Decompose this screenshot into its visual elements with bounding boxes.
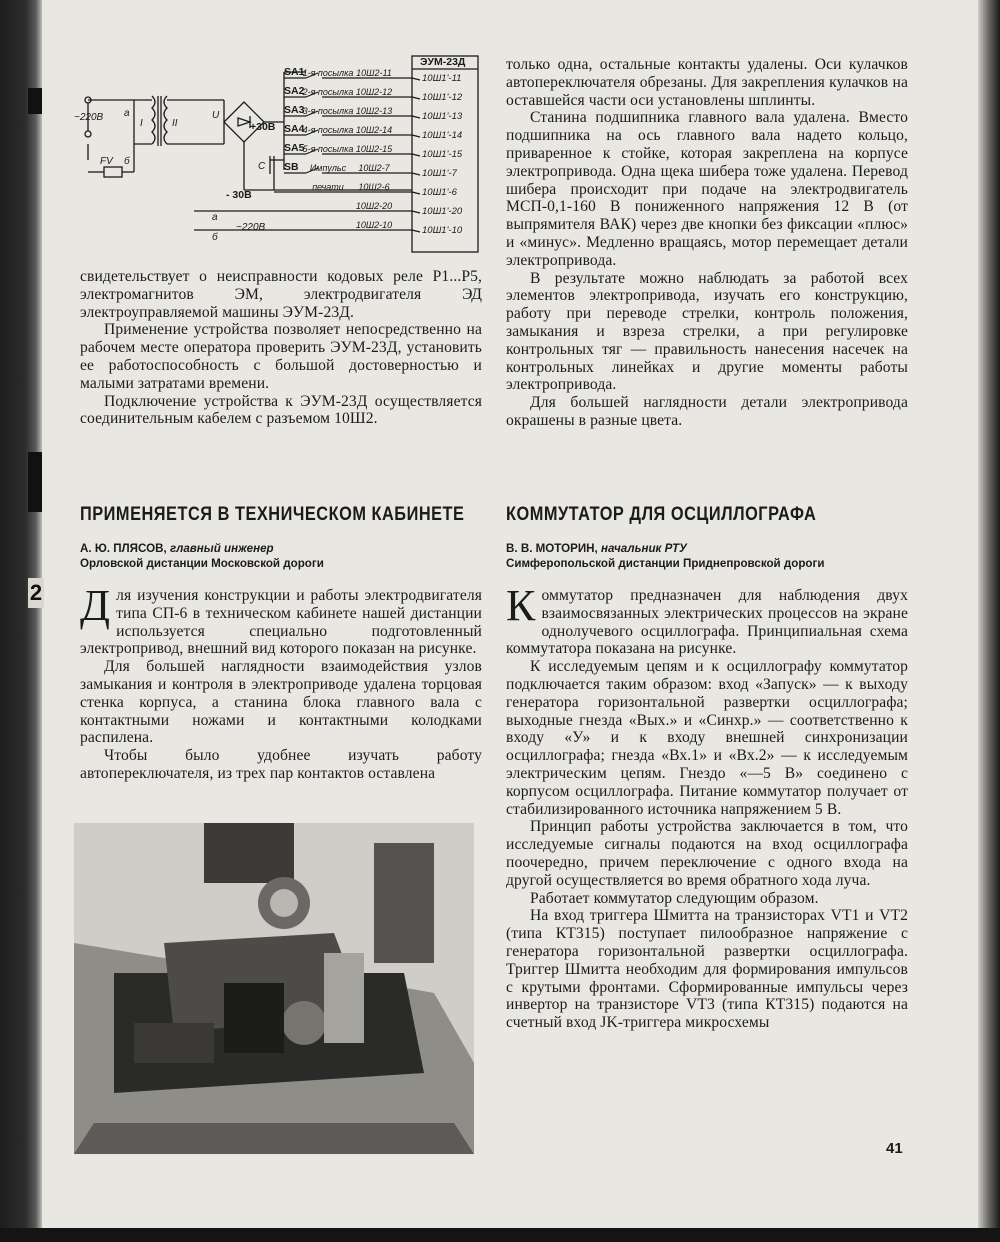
signal-pin: 10Ш2-10 [355,220,393,230]
paragraph: свидетельствует о неисправности кодовых реле Р1...Р5, электромагнитов ЭМ, электродвигателя ЭД электроуправляемой машины ЭУМ-23Д. [80,268,482,321]
signal-name: Импульс [309,163,347,173]
diagram-label-c: C [258,161,266,172]
signal-pin: 10Ш2-15 [355,144,393,154]
signal-name: 1-я посылка [302,68,354,78]
electric-drive-photo [74,823,474,1154]
page-number: 41 [886,1140,903,1157]
article-author [80,542,482,557]
diagram-label-out-a: а [212,212,218,223]
switch-label: SA2 [284,85,305,97]
article-author [506,542,908,557]
paragraph: Для большей наглядности взаимодействия узлов замыкания и контроля в электроприводе удалена торцовая стенка корпуса, а станина блока главного вала с контактными ножами и контактными колодками распилена. [80,658,482,747]
paragraph: Чтобы было удобнее изучать работу автопереключателя, из трех пар контактов оставлена [80,747,482,782]
paragraph: Применение устройства позволяет непосредственно на рабочем месте оператора проверить ЭУМ-23Д, установить ее работоспособность с большой достоверностью и малыми затратами времени. [80,321,482,392]
author-role: начальник РТУ [601,542,687,555]
diagram-label-plus30: +30В [250,121,276,133]
paragraph: Для изучения конструкции и работы электродвигателя типа СП-6 в техническом кабинете нашей дистанции используется специально подготовленный электропривод, внешний вид которого показан на рисунке. [80,581,482,658]
switch-label: SA1 [284,66,305,78]
paragraph: Подключение устройства к ЭУМ-23Д осуществляется соединительным кабелем с разъемом 10Ш2. [80,392,482,428]
diagram-label-v220: ~220В [74,112,104,123]
diagram-label-tr2: II [172,118,178,129]
signal-name: 5-я посылка [302,144,354,154]
author-name: А. Ю. ПЛЯСОВ, [80,542,167,555]
diagram-label-minus30: - 30В [226,189,252,201]
signal-name: 4-я посылка [302,125,354,135]
diagram-label-tr1: I [140,118,143,129]
signal-pin: 10Ш2-6 [358,182,390,192]
switch-label: SA4 [284,123,305,135]
diagram-label-fv: FV [100,156,113,167]
signal-pin: 10Ш2-7 [358,163,390,173]
signal-pin: 10Ш2-20 [355,201,393,211]
continued-text-right [506,56,908,430]
terminal-label: 10Ш1'-12 [422,92,463,103]
paragraph: Принцип работы устройства заключается в том, что исследуемые сигналы подаются на вход осциллографа поочередно, причем переключение с одного входа на другой осуществляется во время обратного хода луча. [506,818,908,889]
signal-pin: 10Ш2-14 [355,125,393,135]
signal-name: 3-я посылка [302,106,354,116]
article-title: ПРИМЕНЯЕТСЯ В ТЕХНИЧЕСКОМ КАБИНЕТЕ [80,504,465,525]
terminal-label: 10Ш1'-11 [422,73,462,84]
article-oscilloscope-switch [506,504,908,1032]
paragraph: Станина подшипника главного вала удалена. Вместо подшипника на ось главного вала надето кольцо, приваренное к стойке, которая закреплена на корпусе электропривода. Одна щека шибера тоже удалена. Перевод шибера происходит при подаче на электродвигатель МСП-0,1-160 В пониженного напряжения 12 В (от выпрямителя ВАК) через две кнопки без фиксации «плюс» и «минус». Медленно вращаясь, мотор перемещает детали электропривода. [506,109,908,269]
author-organization: Симферопольской дистанции Приднепровской дороги [506,556,825,570]
binding-edge [0,0,42,1242]
article-title: КОММУТАТОР ДЛЯ ОСЦИЛЛОГРАФА [506,504,817,525]
signal-pin: 10Ш2-13 [355,106,393,116]
continued-text-left [80,268,482,428]
paragraph: Работает коммутатор следующим образом. [530,889,819,907]
diagram-header: ЭУМ-23Д [420,56,466,68]
signal-pin: 10Ш2-12 [355,87,393,97]
terminal-label: 10Ш1'-15 [422,149,463,160]
terminal-label: 10Ш1'-14 [422,130,463,141]
author-organization: Орловской дистанции Московской дороги [80,556,324,570]
article-technical-cabinet [80,504,482,783]
paragraph: К исследуемым цепям и к осциллографу коммутатор подключается таким образом: вход «Запуск» — к выходу генератора горизонтальной развертки осциллографа; выходные гнезда «Вых.» и «Синхр.» — соответственно к входу «У» и к входу внешней синхронизации осциллографа; гнезда «Вх.1» и «Вх.2» — к исследуемым электрическим цепям. Гнездо «—5 В» соединено с корпусом осциллографа. Питание коммутатор получает от стабилизированного источника напряжением 5 В. [506,658,908,818]
diagram-label-out220: ~220В [236,222,266,233]
author-name: В. В. МОТОРИН, [506,542,598,555]
terminal-label: 10Ш1'-7 [422,168,457,179]
right-page-edge [978,0,1000,1242]
paragraph: В результате можно наблюдать за работой всех элементов электропривода, изучать его конструкцию, работу при переводе стрелки, контроль положения, замыкания и взреза стрелки, а при регулировке контрольных тяг — правильность нанесения насечек на контрольных линейках и другие моменты работы электропривода. [506,269,908,394]
diagram-label-out-b: б [212,232,218,243]
signal-name: 2-я посылка [302,87,354,97]
binding-tab [28,88,42,114]
diagram-label-b: б [124,156,130,167]
paragraph: На вход триггера Шмитта на транзисторах VT1 и VT2 (типа КТ315) поступает пилообразное напряжение с генератора горизонтальной развертки осциллографа. Триггер Шмитта необходим для формирования импульсов с крутыми фронтами. Сформированные импульсы через инвертор на транзисторе VT3 (типа КТ315) подаются на счетный вход JK-триггера микросхемы [506,907,908,1032]
signal-pin: 10Ш2-11 [356,68,392,78]
switch-label: SA5 [284,142,305,154]
paragraph: Коммутатор предназначен для наблюдения двух взаимосвязанных электрических процессов на экране однолучевого осциллографа. Принципиальная схема коммутатора показана на рисунке. [506,581,908,658]
circuit-diagram [74,52,494,260]
diagram-label-a: а [124,108,130,119]
switch-label: SB [284,161,299,173]
paragraph: только одна, остальные контакты удалены. Оси кулачков автопереключателя обрезаны. Для закрепления кулачков на оставшейся части оси установлены шплинты. [506,56,908,109]
diagram-label-u: U [212,110,220,121]
terminal-label: 10Ш1'-10 [422,225,463,236]
drop-cap: Д [80,581,111,630]
author-role: главный инженер [169,542,274,555]
terminal-label: 10Ш1'-6 [422,187,457,198]
signal-name: печати [312,182,344,192]
terminal-label: 10Ш1'-13 [422,111,463,122]
spine-number: 2 [28,578,44,608]
binding-tab [28,452,42,512]
switch-label: SA3 [284,104,305,116]
drop-cap: К [506,581,536,630]
paragraph: Для большей наглядности детали электропривода окрашены в разные цвета. [506,394,908,429]
terminal-label: 10Ш1'-20 [422,206,463,217]
bottom-page-edge [0,1228,1000,1242]
